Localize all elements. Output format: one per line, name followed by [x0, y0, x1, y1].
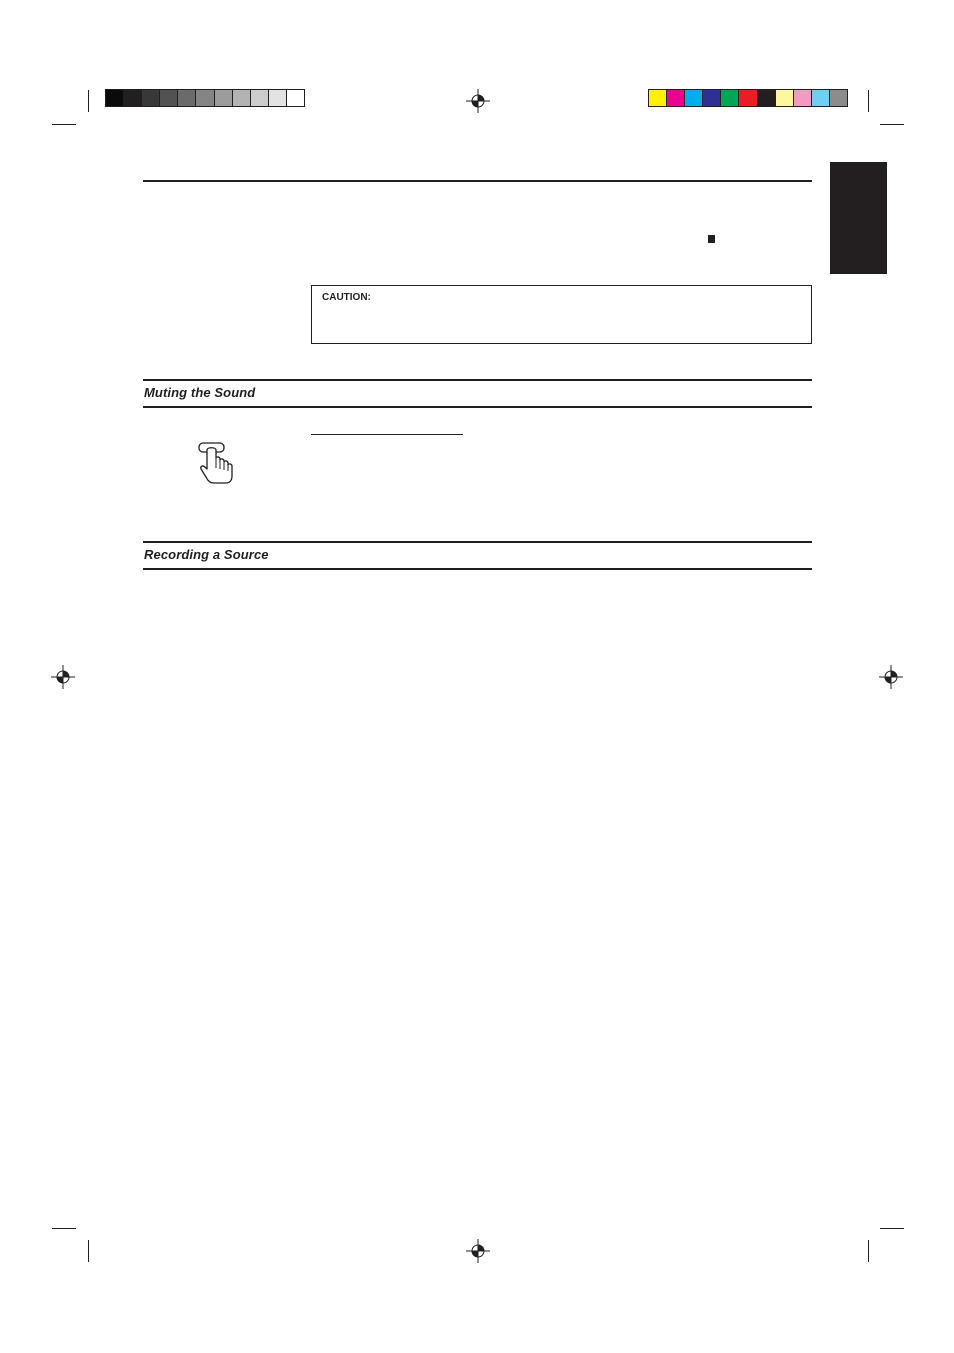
crop-mark [880, 124, 904, 125]
color-swatch [702, 90, 720, 106]
gray-swatch [123, 90, 141, 106]
caution-label: CAUTION: [322, 292, 371, 303]
crop-mark [52, 124, 76, 125]
registration-mark-icon [879, 665, 903, 689]
color-swatch [684, 90, 702, 106]
gray-swatch [250, 90, 268, 106]
crop-mark [52, 1228, 76, 1229]
color-swatch [775, 90, 793, 106]
heading-underline [311, 434, 463, 435]
top-rule [143, 180, 812, 182]
color-swatch [720, 90, 738, 106]
section-title-muting: Muting the Sound [144, 385, 256, 400]
section-rule-top [143, 541, 812, 543]
gray-swatch [232, 90, 250, 106]
gray-calibration-bar [105, 89, 305, 107]
registration-mark-icon [466, 89, 490, 113]
gray-swatch [195, 90, 213, 106]
gray-swatch [177, 90, 195, 106]
crop-mark [868, 90, 869, 112]
color-swatch [829, 90, 847, 106]
gray-swatch [106, 90, 123, 106]
color-calibration-bar [648, 89, 848, 107]
stop-square-icon [708, 235, 715, 243]
crop-mark [88, 90, 89, 112]
color-swatch [793, 90, 811, 106]
color-swatch [649, 90, 666, 106]
color-swatch [666, 90, 684, 106]
registration-mark-icon [466, 1239, 490, 1263]
color-swatch [811, 90, 829, 106]
hand-press-button-icon [196, 441, 236, 487]
section-title-recording: Recording a Source [144, 547, 269, 562]
gray-swatch [286, 90, 304, 106]
section-rule-bottom [143, 406, 812, 408]
gray-swatch [141, 90, 159, 106]
section-rule-top [143, 379, 812, 381]
crop-mark [868, 1240, 869, 1262]
color-swatch [738, 90, 756, 106]
gray-swatch [159, 90, 177, 106]
language-side-tab [830, 162, 887, 274]
gray-swatch [268, 90, 286, 106]
registration-mark-icon [51, 665, 75, 689]
crop-mark [880, 1228, 904, 1229]
color-swatch [757, 90, 775, 106]
crop-mark [88, 1240, 89, 1262]
section-rule-bottom [143, 568, 812, 570]
gray-swatch [214, 90, 232, 106]
caution-box [311, 285, 812, 344]
